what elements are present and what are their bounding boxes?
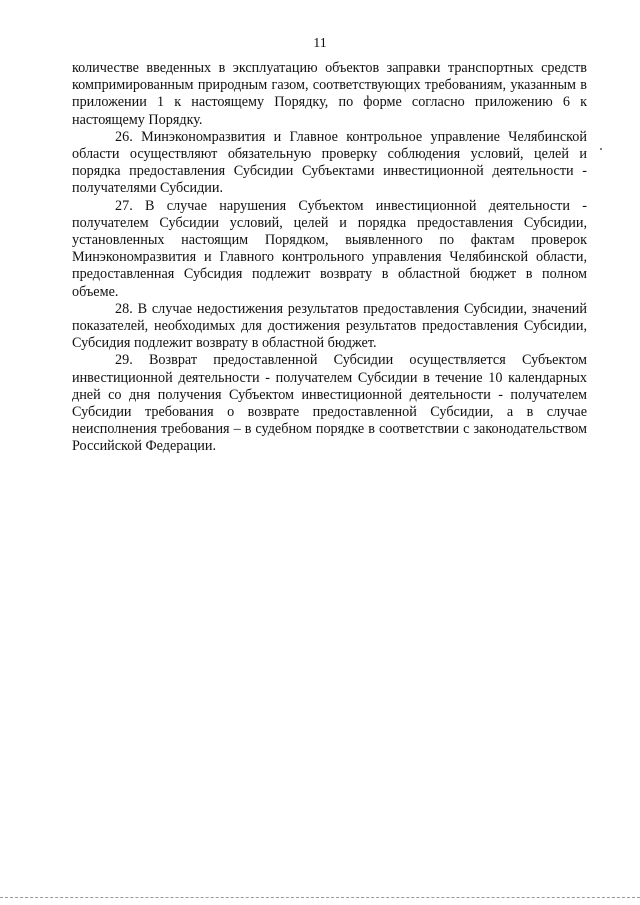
- page-number: 11: [313, 36, 327, 51]
- paragraph-item-27: 27. В случае нарушения Субъектом инвестиционной деятельности - получателем Субсидии условий, целей и порядка предоставления Субсидии, установленных настоящим Порядком, выявленного по фактам проверок Минэкономразвития и Главного контрольного управления Челябинской области, предоставленная Субсидия подлежит возврату в областной бюджет в полном объеме.: [72, 197, 587, 300]
- paragraph-item-26: 26. Минэкономразвития и Главное контрольное управление Челябинской области осуществляют обязательную проверку соблюдения условий, целей и порядка предоставления Субсидии Субъектами инвестиционной деятельности - получателями Субсидии.: [72, 128, 587, 197]
- paragraph-item-29: 29. Возврат предоставленной Субсидии осуществляется Субъектом инвестиционной деятельности - получателем Субсидии в течение 10 календарных дней со дня получения Субъектом инвестиционной деятельности - получателем Субсидии требования о возврате предоставленной Субсидии, а в случае неисполнения требования – в судебном порядке в соответствии с законодательством Российской Федерации.: [72, 352, 587, 455]
- scan-bottom-edge: [0, 897, 640, 898]
- paragraph-item-28: 28. В случае недостижения результатов предоставления Субсидии, значений показателей, необходимых для достижения результатов предоставления Субсидии, Субсидия подлежит возврату в областной бюджет.: [72, 300, 587, 352]
- scan-speck: [600, 148, 602, 150]
- paragraph-continuation: количестве введенных в эксплуатацию объектов заправки транспортных средств компримированным природным газом, соответствующих требованиям, указанным в приложении 1 к настоящему Порядку, по форме согласно приложению 6 к настоящему Порядку.: [72, 60, 587, 128]
- document-body: [72, 60, 587, 456]
